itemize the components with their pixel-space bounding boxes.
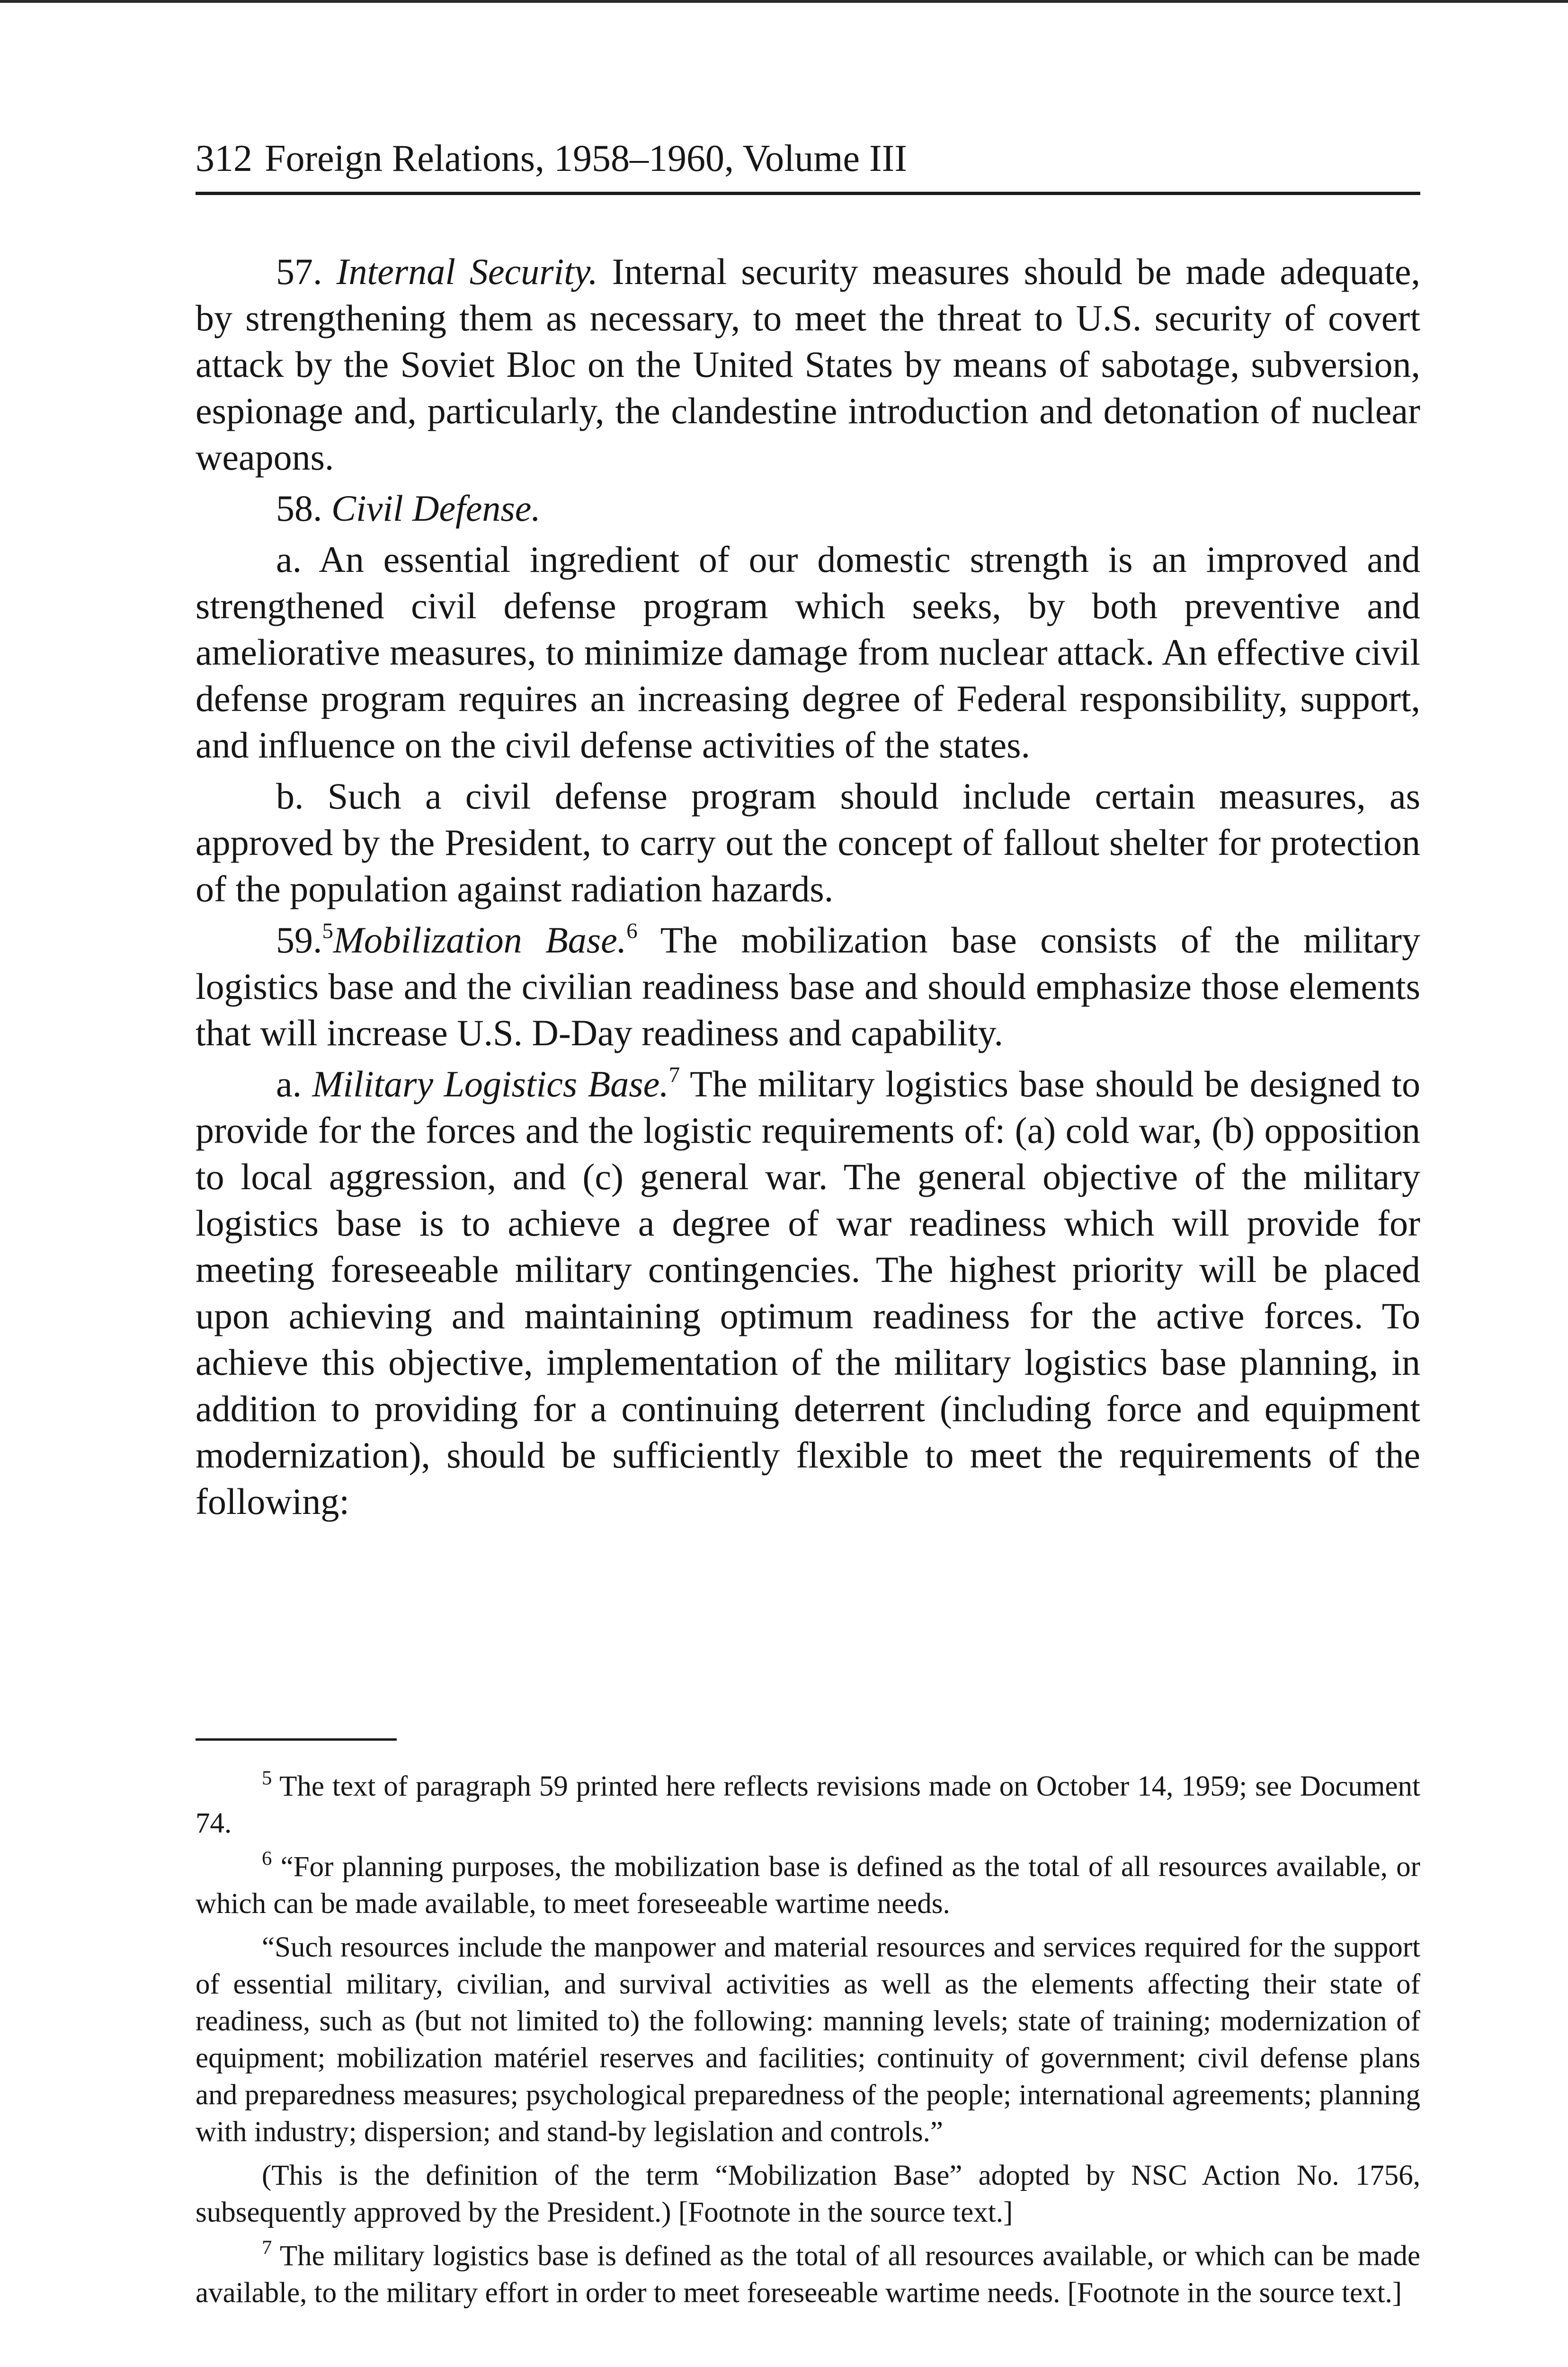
paragraph-label: a.: [276, 1063, 302, 1104]
paragraph-title: Mobilization Base.: [333, 919, 627, 961]
running-title: Foreign Relations, 1958–1960, Volume III: [265, 138, 907, 179]
page-number: 312: [196, 138, 252, 179]
footnote-mark: 5: [262, 1767, 272, 1789]
paragraph-59a: [196, 1061, 1420, 1525]
paragraph-58b: [196, 773, 1420, 912]
footnotes: [196, 1768, 1420, 2318]
footnote-mark: 7: [262, 2236, 272, 2259]
footnote-7: [196, 2238, 1420, 2312]
footnote-text: The text of paragraph 59 printed here reflects revisions made on October 14, 1959; see Document 74.: [196, 1771, 1420, 1839]
footnote-ref-6: 6: [626, 918, 638, 943]
footnote-5: [196, 1768, 1420, 1842]
footnote-text: “Such resources include the manpower and material resources and services required for the support of essential military, civilian, and survival activities as well as the elements affecting their state of readiness, such as (but not limited to) the following: manning levels; state of training; modernization of equipment; mobilization matériel reserves and facilities; continuity of government; civil defense plans and preparedness measures; psychological preparedness of the people; international agreements; planning with industry; dispersion; and stand-by legislation and controls.”: [196, 1931, 1420, 2148]
footnote-6-continued: [196, 1929, 1420, 2151]
paragraph-57: [196, 249, 1420, 481]
paragraph-59: [196, 917, 1420, 1056]
scan-top-edge: [0, 0, 1568, 3]
footnote-text: “For planning purposes, the mobilization base is defined as the total of all resources available, or which can be made available, to meet foreseeable wartime needs.: [196, 1851, 1420, 1920]
paragraph-text: The mobilization base consists of the military logistics base and the civilian readiness base and should emphasize those elements that will increase U.S. D-Day readiness and capability.: [196, 919, 1420, 1053]
footnote-6: [196, 1849, 1420, 1922]
footnote-ref-7: 7: [668, 1062, 680, 1087]
footnote-6-note: [196, 2157, 1420, 2231]
paragraph-text: a. An essential ingredient of our domestic strength is an improved and strengthened civil defense program which seeks, by both preventive and ameliorative measures, to minimize damage from nuclear attack. An effective civil defense program requires an increasing degree of Federal responsibility, support, and influence on the civil defense activities of the states.: [196, 539, 1420, 765]
paragraph-number: 57.: [276, 251, 322, 292]
paragraph-text: Internal security measures should be made adequate, by strengthening them as necessary, to meet the threat to U.S. security of covert attack by the Soviet Bloc on the United States by means of sabotage, subversion, espionage and, particularly, the clandestine introduction and detonation of nuclear weapons.: [196, 251, 1421, 478]
footnote-rule: [196, 1738, 397, 1741]
footnote-text: The military logistics base is defined as the total of all resources available, or which can be made available, to the military effort in order to meet foreseeable wartime needs. [Footnote in the source text.]: [196, 2240, 1420, 2309]
footnote-ref-5: 5: [322, 918, 333, 943]
paragraph-title: Civil Defense.: [331, 488, 541, 529]
paragraph-58a: [196, 536, 1420, 768]
paragraph-text: The military logistics base should be designed to provide for the forces and the logistic requirements of: (a) cold war, (b) opposition to local aggression, and (c) general war. The general objective of the military logistics base is to achieve a degree of war readiness which will provide for meeting foreseeable military contingencies. The highest priority will be placed upon achieving and maintaining optimum readiness for the active forces. To achieve this objective, implementation of the military logistics base planning, in addition to providing for a continuing deterrent (including force and equipment modernization), should be sufficiently flexible to meet the requirements of the following:: [196, 1063, 1421, 1522]
running-header: [196, 135, 1420, 182]
paragraph-title: Internal Security.: [336, 251, 598, 292]
paragraph-text: b. Such a civil defense program should include certain measures, as approved by the President, to carry out the concept of fallout shelter for protection of the population against radiation hazards.: [196, 775, 1420, 909]
paragraph-number: 59.: [276, 919, 322, 961]
paragraph-58: [196, 485, 1420, 532]
main-text: [196, 249, 1420, 1530]
paragraph-number: 58.: [276, 488, 322, 529]
paragraph-title: Military Logistics Base.: [312, 1063, 669, 1104]
footnote-text: (This is the definition of the term “Mobilization Base” adopted by NSC Action No. 1756, subsequently approved by the President.) [Footnote in the source text.]: [196, 2160, 1420, 2228]
header-rule: [196, 192, 1420, 195]
footnote-mark: 6: [262, 1847, 272, 1870]
